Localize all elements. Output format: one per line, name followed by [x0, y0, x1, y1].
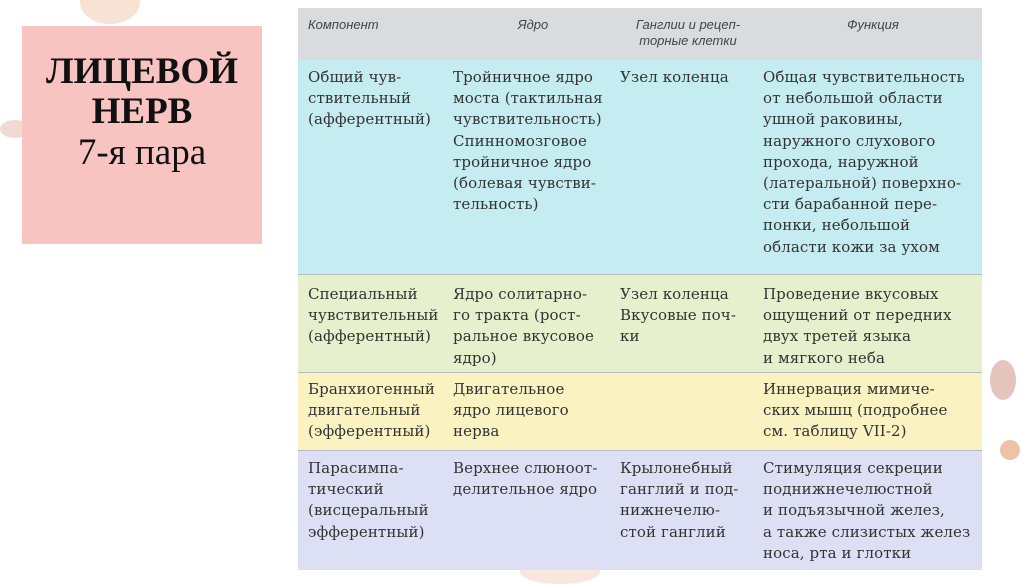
cell-nucleus: Верхнее слюноот- делительное ядро — [453, 459, 598, 499]
cell-nucleus: Ядро солитарно- го тракта (рост- ральное вкусовое ядро) — [453, 285, 594, 367]
slide-title-card — [22, 26, 262, 244]
cell-component: Общий чув- ствительный (афферентный) — [308, 68, 432, 129]
header-function: Функция — [847, 17, 899, 32]
slide-title-line2: НЕРВ — [91, 91, 193, 132]
decorative-flower — [80, 0, 140, 24]
decorative-flower — [990, 360, 1016, 400]
cell-component: Парасимпа- тический (висцеральный эфферентный) — [308, 459, 429, 541]
cell-ganglia: Крылонебный ганглий и под- нижнечелю- стой ганглий — [620, 459, 739, 541]
cell-ganglia: Узел коленца — [620, 68, 729, 86]
cell-ganglia: Узел коленца Вкусовые поч- ки — [620, 285, 736, 346]
header-nucleus: Ядро — [517, 17, 549, 32]
table-row — [298, 451, 982, 570]
table-row — [298, 60, 982, 274]
cell-nucleus: Двигательное ядро лицевого нерва — [453, 380, 569, 441]
cell-function: Общая чувствительность от небольшой области ушной раковины, наружного слухового прохода, наружной (латеральной) поверхно- сти барабанной пере- понки, небольшой области кожи за ухом — [763, 68, 965, 256]
facial-nerve-table — [298, 8, 982, 570]
slide-subtitle: 7-я пара — [77, 132, 207, 173]
cell-component: Специальный чувствительный (афферентный) — [308, 285, 439, 346]
header-ganglia: Ганглии и рецеп- торные клетки — [635, 17, 741, 48]
header-component: Компонент — [308, 17, 379, 32]
cell-function: Иннервация мимиче- ских мышц (подробнее см. таблицу VII-2) — [763, 380, 948, 441]
table-row — [298, 275, 982, 372]
cell-function: Стимуляция секреции поднижнечелюстной и подъязычной желез, а также слизистых желез носа, рта и глотки — [763, 459, 971, 562]
table-row — [298, 373, 982, 450]
decorative-berries — [1000, 440, 1020, 460]
table-header — [298, 8, 982, 60]
cell-component: Бранхиогенный двигательный (эфферентный) — [308, 380, 436, 441]
cell-function: Проведение вкусовых ощущений от передних двух третей языка и мягкого неба — [763, 285, 952, 367]
slide-title: ЛИЦЕВОЙ — [45, 51, 239, 92]
cell-nucleus: Тройничное ядро моста (тактильная чувствительность) Спинномозговое тройничное ядро (болевая чувстви- тельность) — [453, 68, 603, 214]
